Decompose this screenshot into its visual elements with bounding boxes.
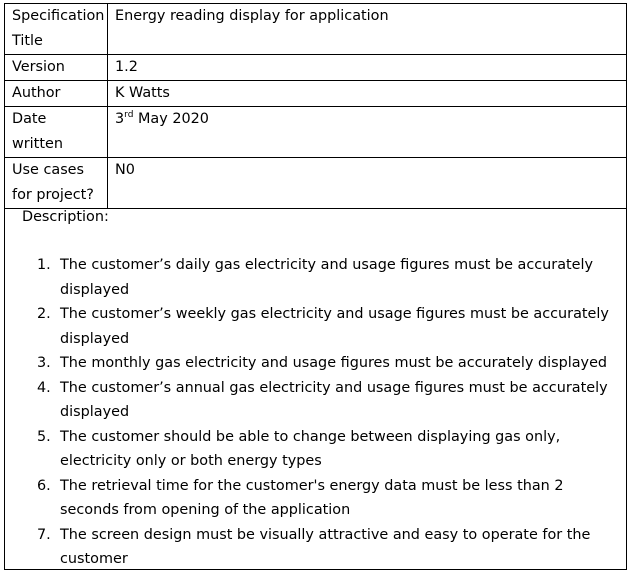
value-version: 1.2 [108,55,627,81]
list-item-text: The screen design must be visually attractive and easy to operate for the customer [60,526,591,567]
list-item-number: 6. [37,477,51,494]
list-item-number: 1. [37,257,51,273]
list-item [5,302,628,351]
row-author [5,81,626,107]
value-specification-title: Energy reading display for application [108,4,627,55]
row-date-written [5,107,626,158]
label-version: Version [5,55,108,81]
list-item-number: 5. [37,428,51,445]
list-item-text: The customer should be able to change between displaying gas only, electricity only or both energy types [60,428,561,469]
label-specification-title: Specification Title [5,4,108,55]
value-date-written [108,107,627,158]
list-item-number: 4. [37,379,51,396]
value-use-cases: N0 [108,158,627,209]
label-date-written: Date written [5,107,108,158]
list-item-text: The customer’s annual gas electricity and usage figures must be accurately displayed [60,379,608,420]
value-author: K Watts [108,81,627,107]
list-item-text: The customer’s daily gas electricity and usage figures must be accurately displayed [60,257,594,298]
list-item [5,351,628,376]
list-item [5,376,628,425]
requirements-list [5,253,628,572]
specification-document [4,3,627,570]
date-month-year: May 2020 [133,111,209,127]
label-use-cases: Use cases for project? [5,158,108,209]
row-specification-title [5,4,626,55]
list-item-text: The customer’s weekly gas electricity and usage figures must be accurately displayed [60,306,609,347]
list-item [5,474,628,523]
description-label: Description: [22,209,109,225]
list-item [5,253,628,302]
date-ordinal-suffix: rd [124,110,134,120]
label-author: Author [5,81,108,107]
list-item-number: 3. [37,355,51,371]
list-item-number: 7. [37,526,51,543]
date-day: 3 [115,111,125,127]
list-item-text: The monthly gas electricity and usage figures must be accurately displayed [60,355,608,371]
row-version [5,55,626,81]
list-item-text: The retrieval time for the customer's energy data must be less than 2 seconds from opening of the application [60,477,564,518]
list-item [5,523,628,572]
list-item [5,425,628,474]
list-item-number: 2. [37,306,51,322]
